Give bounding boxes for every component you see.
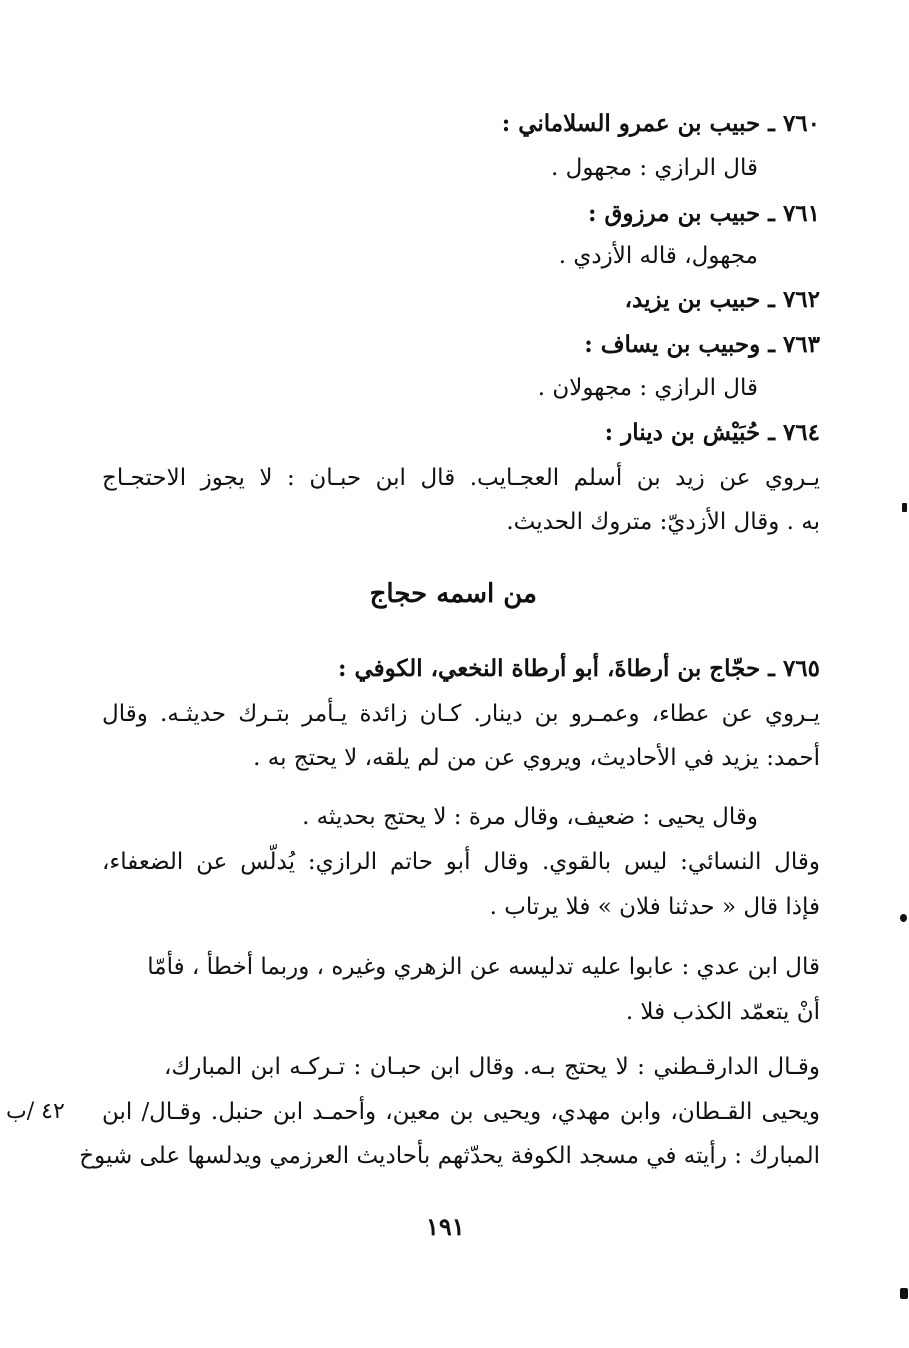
entry-763-heading: ٧٦٣ ـ وحبيب بن يساف : — [584, 331, 820, 358]
section-title: من اسمه حجاج — [369, 579, 537, 609]
entry-761-body: مجهول، قاله الأزدي . — [558, 243, 758, 269]
entry-765-paragraph-line: قال ابن عدي : عابوا عليه تدليسه عن الزهري وغيره ، وربما أخطأ ، فأمّا — [147, 954, 820, 980]
scan-mark — [902, 503, 907, 512]
entry-764-body-line: به . وقال الأزديّ: متروك الحديث. — [506, 509, 820, 535]
entry-765-paragraph-line: وقـال الدارقـطني : لا يحتج بـه. وقال ابن حبـان : تـركـه ابن المبارك، — [164, 1054, 820, 1080]
entry-762-heading: ٧٦٢ ـ حبيب بن يزيد، — [624, 286, 820, 313]
entry-764-body-line: يـروي عن زيد بن أسلم العجـايب. قال ابن حبـان : لا يجوز الاحتجـاج — [102, 465, 820, 491]
scan-mark — [900, 914, 907, 922]
entry-765-paragraph-line: ويحيى القـطان، وابن مهدي، ويحيى بن معين، وأحمـد ابن حنبل. وقـال/ ابن — [102, 1099, 820, 1125]
entry-765-paragraph-line: وقال النسائي: ليس بالقوي. وقال أبو حاتم الرازي: يُدلّس عن الضعفاء، — [102, 849, 820, 875]
entry-760-body: قال الرازي : مجهول . — [551, 155, 758, 181]
entry-765-paragraph-line: أنْ يتعمّد الكذب فلا . — [625, 999, 820, 1025]
entry-763-body: قال الرازي : مجهولان . — [537, 375, 758, 401]
entry-765-paragraph-line: فإذا قال « حدثنا فلان » فلا يرتاب . — [489, 894, 820, 920]
entry-761-heading: ٧٦١ ـ حبيب بن مرزوق : — [588, 200, 820, 227]
margin-folio-note: ٤٢ /ب — [6, 1099, 65, 1124]
scan-mark — [900, 1288, 908, 1299]
entry-765-paragraph-line: يـروي عن عطاء، وعمـرو بن دينار. كـان زائدة يـأمر بتـرك حديثـه. وقال — [102, 701, 820, 727]
entry-760-heading: ٧٦٠ ـ حبيب بن عمرو السلاماني : — [501, 110, 820, 137]
entry-765-heading: ٧٦٥ ـ حجّاج بن أرطاةَ، أبو أرطاة النخعي، الكوفي : — [337, 655, 820, 682]
entry-765-paragraph-line: وقال يحيى : ضعيف، وقال مرة : لا يحتج بحديثه . — [302, 804, 758, 830]
page-number: ١٩١ — [426, 1212, 465, 1241]
entry-765-paragraph-line: المبارك : رأيته في مسجد الكوفة يحدّثهم بأحاديث العرزمي ويدلسها على شيوخ — [79, 1143, 820, 1169]
entry-764-heading: ٧٦٤ ـ حُبَيْش بن دينار : — [604, 419, 820, 446]
entry-765-paragraph-line: أحمد: يزيد في الأحاديث، ويروي عن من لم يلقه، لا يحتج به . — [253, 745, 820, 771]
